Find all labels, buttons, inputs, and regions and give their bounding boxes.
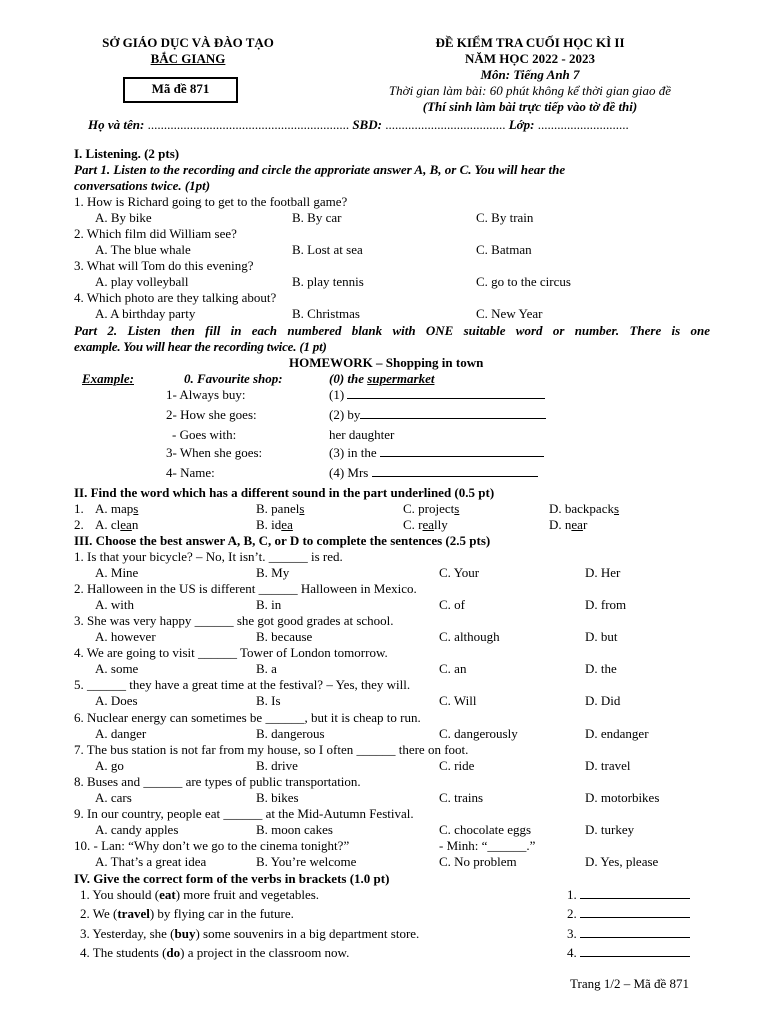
verb-answer: 1. [567, 887, 690, 903]
answer-option[interactable]: A. play volleyball [95, 274, 189, 289]
fill-row: (1) [329, 387, 545, 403]
answer-option[interactable]: B. drive [256, 758, 298, 773]
answer-option[interactable]: A. cars [95, 790, 132, 805]
sound-number: 2. [74, 517, 84, 532]
example-answer-word: supermarket [367, 371, 435, 386]
answer-blank[interactable] [580, 926, 690, 938]
example-label: Example: [82, 371, 134, 386]
answer-option[interactable]: A. By bike [95, 210, 152, 225]
answer-option[interactable]: A. Does [95, 693, 138, 708]
answer-blank[interactable] [580, 945, 690, 957]
fill-row-label: 3- When she goes: [166, 445, 263, 460]
mcq-question-reply: - Minh: “______.” [439, 838, 536, 853]
fill-row: (3) in the [329, 445, 544, 461]
answer-option[interactable]: D. endanger [585, 726, 649, 741]
example-item: 0. Favourite shop: [184, 371, 283, 386]
answer-option[interactable]: B. Lost at sea [292, 242, 363, 257]
exam-title: ĐỀ KIỂM TRA CUỐI HỌC KÌ II [435, 35, 625, 50]
student-info-line [88, 117, 629, 133]
answer-option[interactable]: D. motorbikes [585, 790, 660, 805]
answer-option[interactable]: C. Your [439, 565, 480, 580]
sbd-field[interactable]: ..................................... [385, 117, 506, 132]
answer-option[interactable]: B. My [256, 565, 290, 580]
mcq-question: 3. She was very happy ______ she got good grades at school. [74, 613, 394, 628]
exam-note: (Thí sinh làm bài trực tiếp vào tờ đề thi) [422, 99, 638, 114]
mcq-question: 10. - Lan: “Why don’t we go to the cinema tonight?” [74, 838, 350, 853]
answer-option[interactable]: A. some [95, 661, 139, 676]
mcq-question: 8. Buses and ______ are types of public transportation. [74, 774, 361, 789]
page-footer: Trang 1/2 – Mã đề 871 [570, 976, 690, 991]
answer-option[interactable]: A. with [95, 597, 134, 612]
answer-option[interactable]: C. Will [439, 693, 477, 708]
part2-instruction-line1: Part 2. Listen then fill in each numbered blank with ONE suitable word or number. There is one [74, 323, 710, 338]
verb-item: 2. We (travel) by flying car in the future. [80, 906, 294, 921]
province-name: BẮC GIANG [150, 51, 226, 66]
verb-answer: 4. [567, 945, 690, 961]
answer-option[interactable]: D. near [549, 517, 588, 532]
answer-option[interactable]: C. chocolate eggs [439, 822, 532, 837]
answer-option[interactable]: A. A birthday party [95, 306, 196, 321]
answer-option[interactable]: A. maps [95, 501, 139, 516]
mcq-question: 7. The bus station is not far from my house, so I often ______ there on foot. [74, 742, 469, 757]
listening-question: 2. Which film did William see? [74, 226, 237, 241]
fill-row-label: 4- Name: [166, 465, 215, 480]
mcq-question: 2. Halloween in the US is different ______ Halloween in Mexico. [74, 581, 417, 596]
section-3-title: III. Choose the best answer A, B, C, or D to complete the sentences (2.5 pts) [74, 533, 491, 548]
answer-option[interactable]: C. an [439, 661, 467, 676]
answer-option[interactable]: A. go [95, 758, 124, 773]
answer-option[interactable]: A. clean [95, 517, 139, 532]
name-label: Họ và tên: [88, 117, 145, 132]
name-field[interactable]: .............................................................. [147, 117, 350, 132]
department-name: SỞ GIÁO DỤC VÀ ĐÀO TẠO [102, 35, 274, 50]
verb-item: 4. The students (do) a project in the classroom now. [80, 945, 350, 960]
answer-option[interactable]: A. danger [95, 726, 147, 741]
mcq-question: 6. Nuclear energy can sometimes be ______, but it is cheap to run. [74, 710, 421, 725]
answer-option[interactable]: D. Did [585, 693, 621, 708]
listening-question: 1. How is Richard going to get to the football game? [74, 194, 348, 209]
answer-blank[interactable] [347, 387, 545, 399]
answer-option[interactable]: B. panels [256, 501, 305, 516]
answer-option[interactable]: D. backpacks [549, 501, 620, 516]
listening-question: 4. Which photo are they talking about? [74, 290, 277, 305]
answer-option[interactable]: B. moon cakes [256, 822, 333, 837]
verb-item: 1. You should (eat) more fruit and vegetables. [80, 887, 320, 902]
mcq-question: 5. ______ they have a great time at the festival? – Yes, they will. [74, 677, 411, 692]
answer-option[interactable]: D. but [585, 629, 618, 644]
answer-option[interactable]: C. really [403, 517, 448, 532]
answer-option[interactable]: C. of [439, 597, 465, 612]
answer-option[interactable]: A. That’s a great idea [95, 854, 207, 869]
class-label: Lớp: [508, 117, 535, 132]
fill-row-value: her daughter [329, 427, 395, 442]
subject: Môn: Tiếng Anh 7 [480, 67, 580, 82]
answer-option[interactable]: C. No problem [439, 854, 517, 869]
homework-title: HOMEWORK – Shopping in town [289, 355, 484, 370]
section-4-title: IV. Give the correct form of the verbs in brackets (1.0 pt) [74, 871, 390, 886]
answer-option[interactable]: B. because [256, 629, 313, 644]
answer-option[interactable]: C. ride [439, 758, 475, 773]
answer-option[interactable]: B. Christmas [292, 306, 360, 321]
answer-option[interactable]: D. Her [585, 565, 621, 580]
answer-blank[interactable] [580, 887, 690, 899]
answer-option[interactable]: A. The blue whale [95, 242, 191, 257]
sbd-label: SBD: [352, 117, 382, 132]
section-2-title: II. Find the word which has a different sound in the part underlined (0.5 pt) [74, 485, 495, 500]
duration: Thời gian làm bài: 60 phút không kể thời gian giao đề [388, 83, 672, 98]
mcq-question: 9. In our country, people eat ______ at the Mid-Autumn Festival. [74, 806, 414, 821]
answer-option[interactable]: D. Yes, please [585, 854, 659, 869]
verb-answer: 3. [567, 926, 690, 942]
listening-question: 3. What will Tom do this evening? [74, 258, 254, 273]
fill-row-label: 1- Always buy: [166, 387, 246, 402]
answer-option[interactable]: B. Is [256, 693, 281, 708]
answer-option[interactable]: D. the [585, 661, 617, 676]
answer-option[interactable]: B. By car [292, 210, 342, 225]
section-1-title: I. Listening. (2 pts) [74, 146, 180, 161]
fill-row: (2) by [329, 407, 546, 423]
answer-option[interactable]: D. from [585, 597, 627, 612]
mcq-question: 4. We are going to visit ______ Tower of London tomorrow. [74, 645, 388, 660]
answer-option[interactable]: C. Batman [476, 242, 532, 257]
answer-option[interactable]: B. dangerous [256, 726, 325, 741]
answer-option[interactable]: C. projects [403, 501, 460, 516]
answer-blank[interactable] [380, 445, 544, 457]
example-answer: (0) the supermarket [329, 371, 435, 386]
answer-option[interactable]: A. Mine [95, 565, 139, 580]
school-year: NĂM HỌC 2022 - 2023 [465, 51, 595, 66]
part1-instruction-line1: Part 1. Listen to the recording and circle the approriate answer A, B, or C. You will hear the [74, 162, 566, 177]
part1-instruction-line2: conversations twice. (1pt) [74, 178, 211, 193]
answer-option[interactable]: C. although [439, 629, 500, 644]
answer-option[interactable]: C. go to the circus [476, 274, 571, 289]
answer-option[interactable]: C. dangerously [439, 726, 518, 741]
mcq-question: 1. Is that your bicycle? – No, It isn’t. ______ is red. [74, 549, 343, 564]
answer-blank[interactable] [360, 407, 546, 419]
answer-blank[interactable] [580, 906, 690, 918]
part2-instruction-line2: example. You will hear the recording twice. (1 pt) [74, 339, 327, 354]
answer-option[interactable]: C. New Year [476, 306, 543, 321]
answer-option[interactable]: D. travel [585, 758, 631, 773]
answer-option[interactable]: B. in [256, 597, 282, 612]
verb-answer: 2. [567, 906, 690, 922]
class-field[interactable]: ............................ [537, 117, 629, 132]
answer-option[interactable]: B. idea [256, 517, 293, 532]
answer-option[interactable]: D. turkey [585, 822, 635, 837]
fill-row: (4) Mrs [329, 465, 538, 481]
answer-option[interactable]: C. By train [476, 210, 534, 225]
answer-option[interactable]: C. trains [439, 790, 484, 805]
answer-option[interactable]: B. a [256, 661, 277, 676]
answer-option[interactable]: B. bikes [256, 790, 299, 805]
answer-option[interactable]: B. play tennis [292, 274, 364, 289]
answer-option[interactable]: B. You’re welcome [256, 854, 357, 869]
fill-row-label: 2- How she goes: [166, 407, 257, 422]
fill-row-label: - Goes with: [172, 427, 237, 442]
answer-option[interactable]: A. candy apples [95, 822, 179, 837]
sound-number: 1. [74, 501, 84, 516]
verb-item: 3. Yesterday, she (buy) some souvenirs in a big department store. [80, 926, 420, 941]
answer-blank[interactable] [372, 465, 538, 477]
exam-code: Mã đề 871 [151, 81, 210, 96]
answer-option[interactable]: A. however [95, 629, 156, 644]
